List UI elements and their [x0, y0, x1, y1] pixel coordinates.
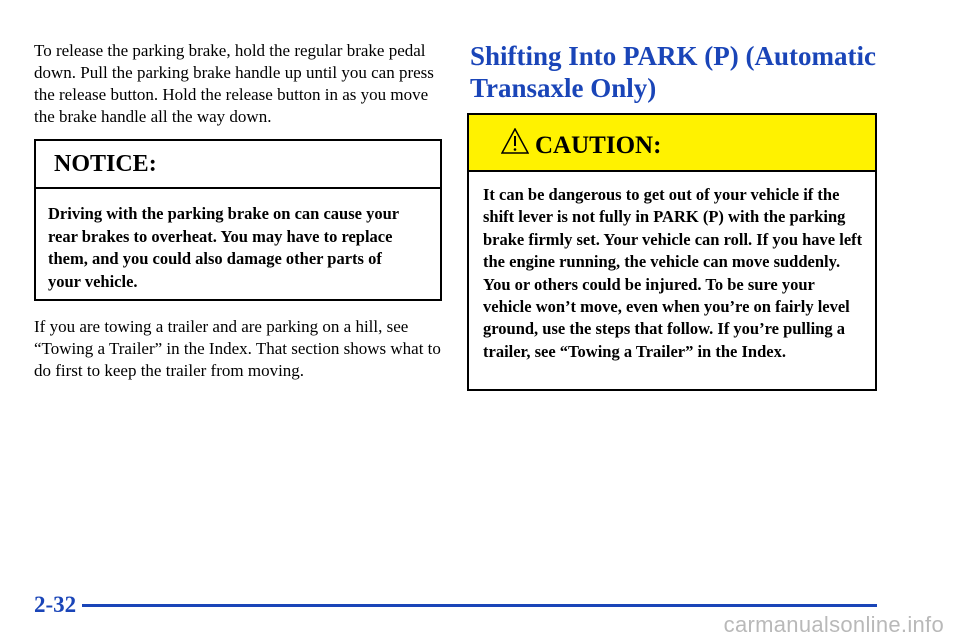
- warning-triangle-icon: [501, 128, 529, 154]
- caution-box: [467, 113, 877, 391]
- footer-rule: [82, 604, 877, 607]
- watermark-logo: carmanualsonline.info: [723, 612, 944, 637]
- left-column: [34, 40, 442, 128]
- towing-paragraph: If you are towing a trailer and are parking on a hill, see “Towing a Trailer” in the Index. That section shows what to do first to keep the trailer from moving.: [34, 317, 441, 380]
- release-brake-paragraph: To release the parking brake, hold the regular brake pedal down. Pull the parking brake handle up until you can press the release button. Hold the release button in as you move the brake handle all the way down.: [34, 41, 434, 126]
- section-heading: Shifting Into PARK (P) (Automatic Transaxle Only): [470, 41, 876, 103]
- notice-title: NOTICE:: [36, 141, 440, 189]
- caution-body: It can be dangerous to get out of your vehicle if the shift lever is not fully in PARK (P) with the parking brake firmly set. Your vehicle can roll. If you have left the engine running, the vehicle can move suddenly. You or others could be injured. To be sure your vehicle won’t move, even when you’re on fairly level ground, use the steps that follow. If you’re pulling a trailer, see “Towing a Trailer” in the Index.: [483, 185, 863, 361]
- notice-box: [34, 139, 442, 301]
- caution-header: [469, 115, 875, 172]
- notice-body: Driving with the parking brake on can cause your rear brakes to overheat. You may have to replace them, and you could also damage other parts of your vehicle.: [48, 204, 399, 291]
- page-number: 2-32: [34, 592, 77, 617]
- caution-title: CAUTION:: [535, 132, 662, 159]
